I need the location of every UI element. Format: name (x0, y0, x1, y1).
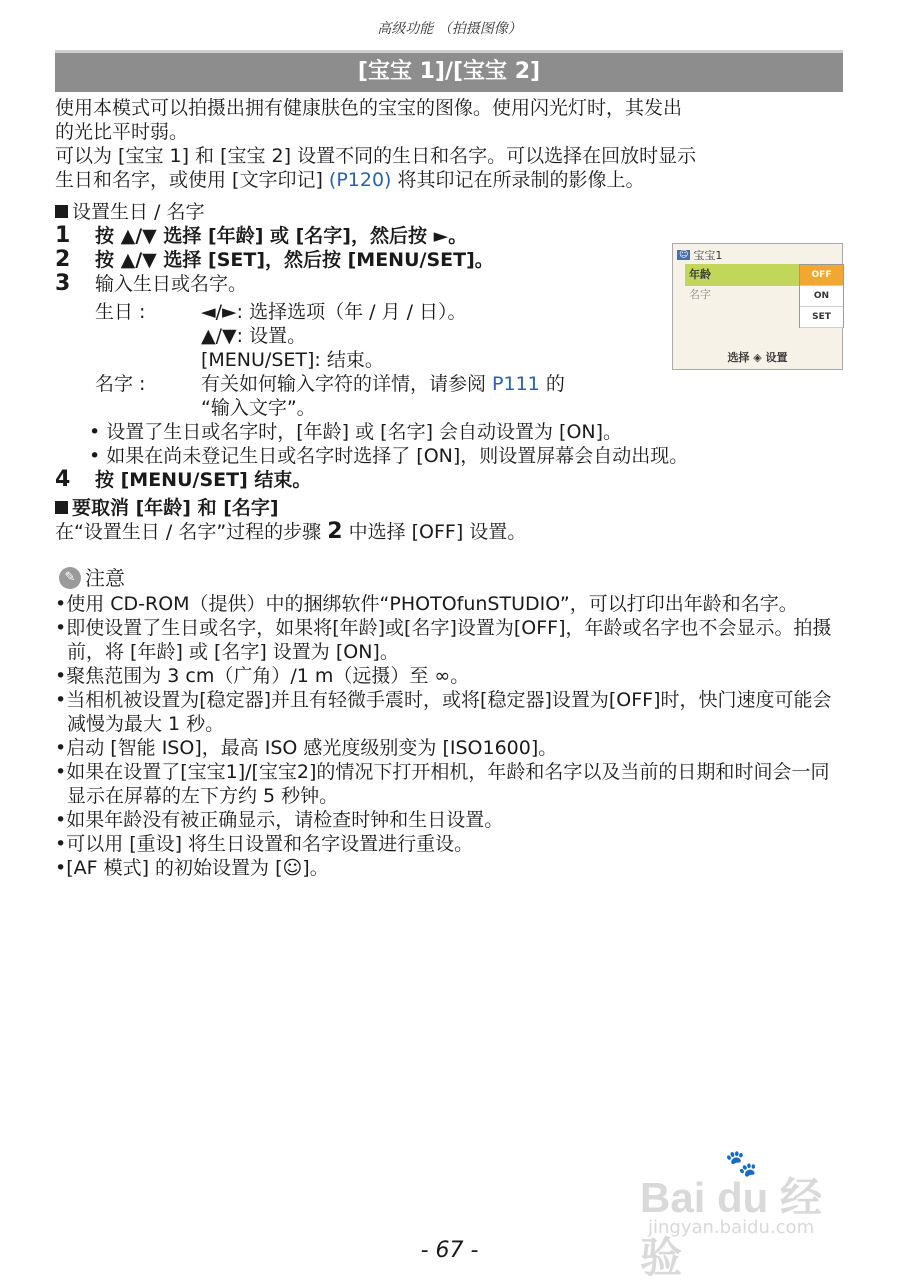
watermark-logo: Bai du 经验 (640, 1174, 823, 1281)
birthday-label: 生日 : (95, 301, 146, 323)
intro-line: 可以为 [宝宝 1] 和 [宝宝 2] 设置不同的生日和名字。可以选择在回放时显示 (55, 145, 697, 167)
bullet-item: • 设置了生日或名字时，[年龄] 或 [名字] 会自动设置为 [ON]。 (89, 421, 623, 443)
intro-text: 生日和名字，或使用 [文字印记] (55, 169, 323, 191)
intro-line: 的光比平时弱。 (55, 121, 189, 143)
camera-option-set: SET (800, 307, 843, 328)
main-content (55, 96, 845, 880)
section-heading-text: 设置生日 / 名字 (72, 201, 205, 223)
step-number: 2 (55, 247, 71, 272)
camera-screen-illustration (672, 243, 843, 370)
watermark-url: jingyan.baidu.com (648, 1217, 815, 1238)
step-text: 输入生日或名字。 (95, 273, 248, 295)
step-number: 1 (55, 223, 71, 248)
section-heading-birthday (55, 200, 845, 224)
cancel-text-part: 中选择 [OFF] 设置。 (342, 521, 527, 543)
note-item: •聚焦范围为 3 cm（广角）/1 m（远摄）至 ∞。 (55, 665, 470, 687)
baidu-watermark (630, 1149, 845, 1281)
square-bullet-icon (55, 501, 68, 514)
camera-option-list (799, 264, 844, 328)
camera-menu-row-name: 名字 (689, 288, 711, 301)
name-text: 的 (539, 373, 565, 395)
note-item: •使用 CD-ROM（提供）中的捆绑软件“PHOTOfunSTUDIO”，可以打印出年龄和名字。 (55, 593, 798, 615)
notes-heading-text: 注意 (85, 566, 125, 590)
note-item: •[AF 模式] 的初始设置为 [☺]。 (55, 857, 329, 879)
cancel-text (55, 520, 845, 544)
intro-line: 使用本模式可以拍摄出拥有健康肤色的宝宝的图像。使用闪光灯时，其发出 (55, 97, 683, 119)
intro-text: 将其印记在所录制的影像上。 (391, 169, 645, 191)
note-item: •当相机被设置为[稳定器]并且有轻微手震时，或将[稳定器]设置为[OFF]时，快门速度可能会减慢为最大 1 秒。 (55, 689, 832, 735)
birthday-line: [MENU/SET]: 结束。 (201, 349, 384, 371)
paw-icon: 🐾 (725, 1149, 758, 1179)
step-text: 按 [MENU/SET] 结束。 (95, 469, 312, 491)
name-label: 名字 : (95, 373, 146, 395)
name-text: 有关如何输入字符的详情，请参阅 (201, 373, 493, 395)
running-head: 高级功能 （拍摄图像） (377, 21, 522, 37)
name-line: “输入文字”。 (201, 397, 316, 419)
pencil-icon: ✎ (59, 567, 81, 589)
step-4 (55, 468, 845, 492)
page-title: [宝宝 1]/[宝宝 2] (55, 50, 843, 92)
square-bullet-icon (55, 205, 68, 218)
notes-list (55, 592, 845, 880)
birthday-line: ◄/►: 选择选项（年 / 月 / 日）。 (201, 301, 467, 323)
note-item: •如果在设置了[宝宝1]/[宝宝2]的情况下打开相机，年龄和名字以及当前的日期和时间会一同显示在屏幕的左下方约 5 秒钟。 (55, 761, 830, 807)
page-link-p111[interactable]: P111 (492, 373, 540, 395)
camera-option-on: ON (800, 286, 843, 307)
page-link-p120[interactable]: (P120) (328, 169, 392, 191)
name-line (201, 372, 845, 396)
notes-heading (55, 566, 845, 590)
camera-menu-row-age: 年龄 (685, 264, 803, 286)
bullet-item: • 如果在尚未登记生日或名字时选择了 [ON]，则设置屏幕会自动出现。 (89, 445, 689, 467)
camera-option-off: OFF (800, 265, 843, 286)
step-text: 按 ▲/▼ 选择 [年龄] 或 [名字]，然后按 ►。 (95, 225, 468, 247)
note-item: •如果年龄没有被正确显示，请检查时钟和生日设置。 (55, 809, 504, 831)
step-number: 4 (55, 467, 71, 492)
intro-line (55, 168, 845, 192)
birthday-line: ▲/▼: 设置。 (201, 325, 307, 347)
cancel-text-part: 在“设置生日 / 名字”过程的步骤 (55, 521, 328, 543)
note-item: •启动 [智能 ISO]，最高 ISO 感光度级别变为 [ISO1600]。 (55, 737, 558, 759)
step-ref-number: 2 (327, 519, 343, 544)
baby-mode-icon: ☺ (679, 250, 689, 260)
page-number: - 67 - (420, 1238, 479, 1263)
camera-screen-title (677, 247, 722, 263)
note-item: •即使设置了生日或名字，如果将[年龄]或[名字]设置为[OFF]，年龄或名字也不会显示。拍摄前，将 [年龄] 或 [名字] 设置为 [ON]。 (55, 617, 832, 663)
section-heading-text: 要取消 [年龄] 和 [名字] (72, 497, 279, 519)
camera-screen-footer: 选择 ◈ 设置 (727, 351, 788, 364)
section-heading-cancel (55, 496, 845, 520)
note-item: •可以用 [重设] 将生日设置和名字设置进行重设。 (55, 833, 474, 855)
step-text: 按 ▲/▼ 选择 [SET]，然后按 [MENU/SET]。 (95, 249, 494, 271)
camera-title-text: 宝宝1 (693, 249, 723, 262)
step-number: 3 (55, 271, 71, 296)
